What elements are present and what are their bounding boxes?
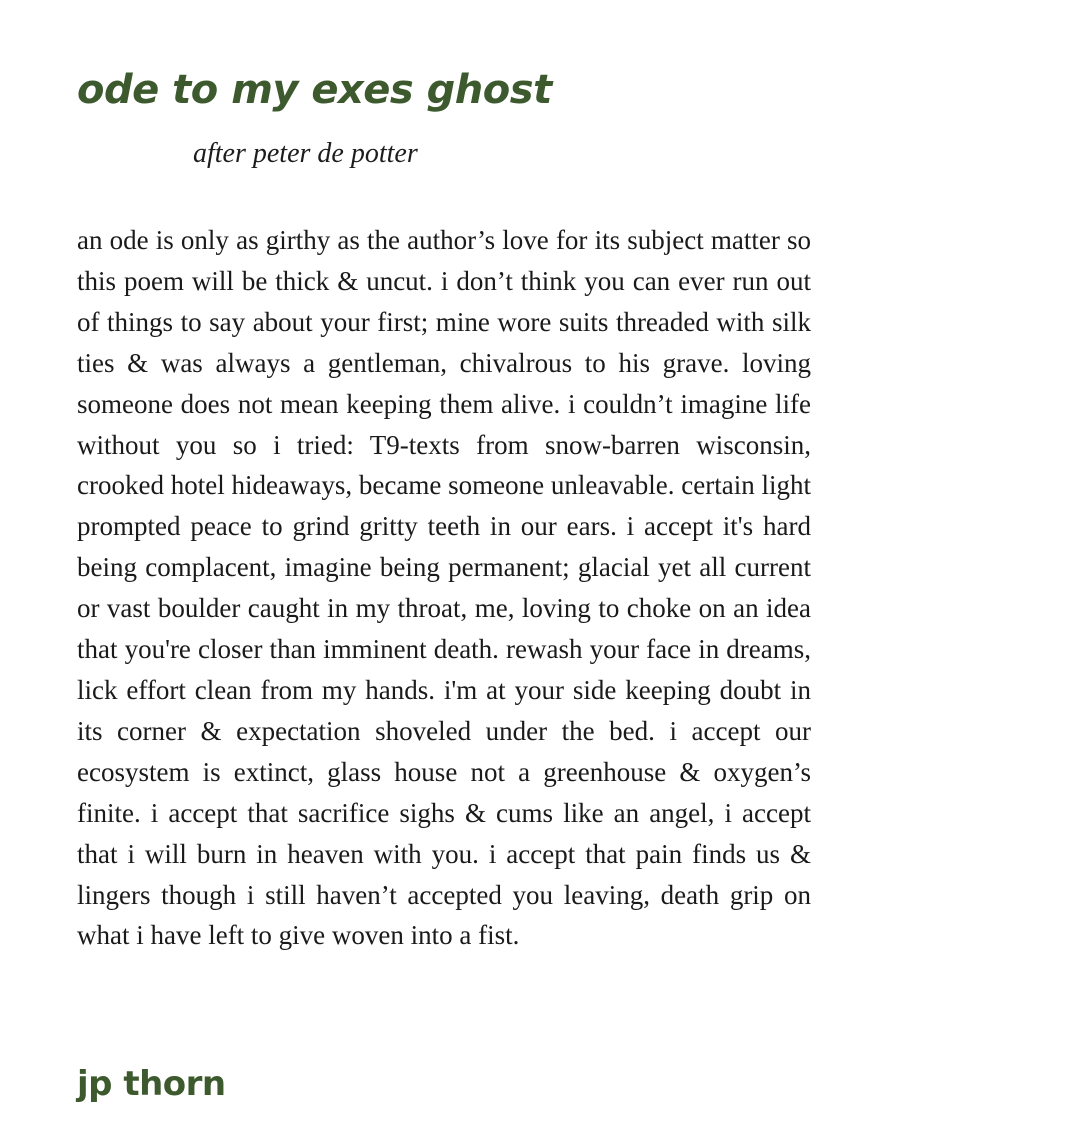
poem-title: ode to my exes ghost xyxy=(77,67,552,113)
poem-body: an ode is only as girthy as the author’s love for its subject matter so this poem will be thick & uncut. i don’t think you can ever run out of things to say about your first; mine wore suits threaded with silk ties & was always a gentleman, chivalrous to his grave. loving someone does not mean keeping them alive. i couldn’t imagine life without you so i tried: T9-texts from snow-barren wisconsin, crooked hotel hideaways, became someone unleavable. certain light prompted peace to grind gritty teeth in our ears. i accept it's hard being complacent, imagine being permanent; glacial yet all current or vast boulder caught in my throat, me, loving to choke on an idea that you're closer than imminent death. rewash your face in dreams, lick effort clean from my hands. i'm at your side keeping doubt in its corner & expectation shoveled under the bed. i accept our ecosystem is extinct, glass house not a greenhouse & oxygen’s finite. i accept that sacrifice sighs & cums like an angel, i accept that i will burn in heaven with you. i accept that pain finds us & lingers though i still haven’t accepted you leaving, death grip on what i have left to give woven into a fist. xyxy=(77,225,811,951)
poem-author: jp thorn xyxy=(77,1064,226,1104)
poem-dedication: after peter de potter xyxy=(193,138,418,169)
